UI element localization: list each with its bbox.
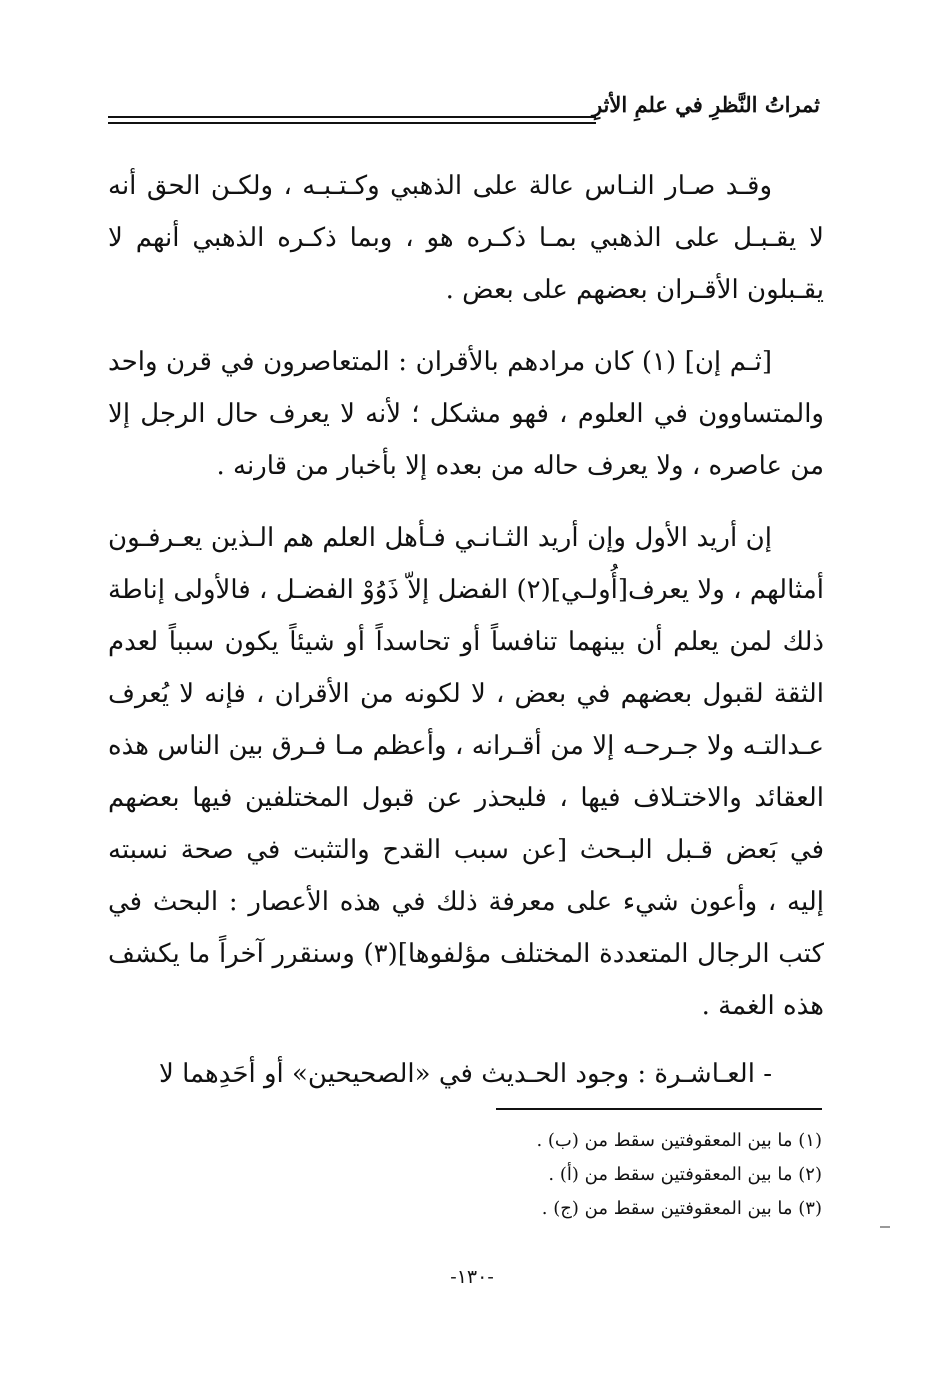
footnote-3: (٣) ما بين المعقوفتين سقط من (ج) .	[541, 1198, 822, 1219]
running-header-title: ثمراتُ النَّظرِ في علمِ الأثرِ	[591, 92, 820, 117]
main-text	[108, 160, 824, 1120]
header-double-rule	[108, 116, 596, 124]
footnote-1: (١) ما بين المعقوفتين سقط من (ب) .	[536, 1130, 822, 1151]
paragraph-3: إن أريد الأول وإن أريد الثـانـي فـأهل العلم هم الـذين يعـرفـون أمثالهم ، ولا يعرف[أُولـي](٢) الفضل إلاّ ذَوُوْ الفضـل ، فالأولى إناطة ذلك لمن يعلم أن بينهما تنافساً أو تحاسداً أو شيئاً يكون سبباً لعدم الثقة لقبول بعضهم في بعض ، لا لكونه من الأقران ، فإنه لا يُعرف عـدالتـه ولا جـرحـه إلا من أقـرانه ، وأعظم مـا فـرق بين الناس هذه العقائد والاختـلاف فيها ، فليحذر عن قبول المختلفين فيها بعضهم في بَعض قـبل البـحث [عن سبب القدح والتثبت في صحة نسبته إليه ، وأعون شيء على معرفة ذلك في هذه الأعصار : البحث في كتب الرجال المتعددة المختلف مؤلفوها](٣) وسنقرر آخراً ما يكشف هذه الغمة .	[108, 523, 825, 1021]
paragraph-2: [ثـم إن] (١) كان مرادهم بالأقران : المتعاصرون في قرن واحد والمتساوون في العلوم ، فهو مشكل ؛ لأنه لا يعرف حال الرجل إلا من عاصره ، ولا يعرف حاله من بعده إلا بأخبار من قارنه .	[108, 347, 824, 481]
footnotes	[300, 1124, 822, 1226]
footnote-separator	[496, 1108, 822, 1110]
scan-margin-mark	[880, 1226, 890, 1228]
page-number: -١٣٠-	[450, 1266, 494, 1288]
paragraph-4: - العـاشـرة : وجود الحـديث في «الصحيحين» أو أحَدِهما لا	[159, 1059, 772, 1089]
footnote-2: (٢) ما بين المعقوفتين سقط من (أ) .	[548, 1164, 822, 1185]
paragraph-1: وقـد صـار النـاس عالة على الذهبي وكـتـبـه ، ولكـن الحق أنه لا يقـبـل على الذهبي بمـا ذكـره هو ، وبما ذكـره الذهبي أنهم لا يقـبلون الأقـران بعضهم على بعض .	[108, 171, 824, 305]
